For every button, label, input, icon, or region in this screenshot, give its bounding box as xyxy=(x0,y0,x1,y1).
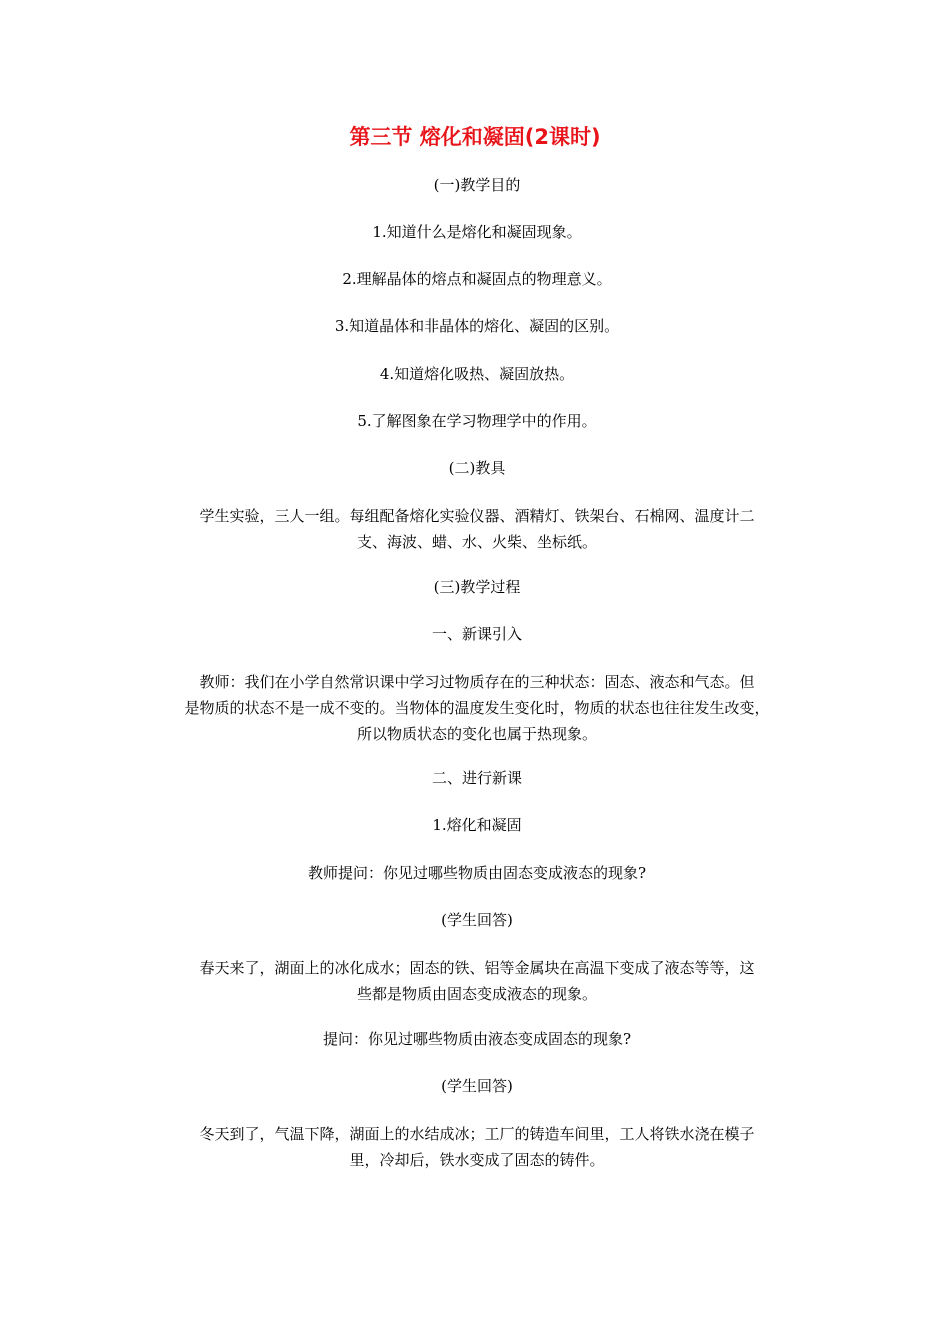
intro-heading: 一、新课引入 xyxy=(431,625,522,643)
student-answer-label-2: (学生回答) xyxy=(441,1077,513,1095)
student-answer-label-1: (学生回答) xyxy=(441,911,513,929)
new-lesson-heading: 二、进行新课 xyxy=(431,769,522,787)
objective-4: 4.知道熔化吸热、凝固放热。 xyxy=(379,365,575,383)
section-heading-objectives: (一)教学目的 xyxy=(433,176,521,194)
section1-heading: 1.熔化和凝固 xyxy=(432,816,522,834)
answer2-line-2: 里，冷却后，铁水变成了固态的铸件。 xyxy=(349,1151,605,1169)
equipment-line-2: 支、海波、蜡、水、火柴、坐标纸。 xyxy=(356,533,597,551)
document-title: 第三节 熔化和凝固(2课时) xyxy=(349,125,601,149)
section-heading-process: (三)教学过程 xyxy=(433,578,521,596)
section-heading-equipment: (二)教具 xyxy=(448,459,506,477)
intro-line-3: 所以物质状态的变化也属于热现象。 xyxy=(356,725,597,743)
objective-2: 2.理解晶体的熔点和凝固点的物理意义。 xyxy=(342,270,612,288)
intro-paragraph xyxy=(150,669,804,747)
answer-paragraph-1 xyxy=(150,955,804,1007)
equipment-line-1: 学生实验，三人一组。每组配备熔化实验仪器、酒精灯、铁架台、石棉网、温度计二 xyxy=(199,507,755,525)
teacher-question-2: 提问：你见过哪些物质由液态变成固态的现象? xyxy=(322,1030,632,1048)
answer1-line-1: 春天来了，湖面上的冰化成水；固态的铁、铝等金属块在高温下变成了液态等等，这 xyxy=(199,959,755,977)
equipment-paragraph xyxy=(150,503,804,555)
intro-line-1: 教师：我们在小学自然常识课中学习过物质存在的三种状态：固态、液态和气态。但 xyxy=(199,673,755,691)
answer1-line-2: 些都是物质由固态变成液态的现象。 xyxy=(356,985,597,1003)
teacher-question-1: 教师提问：你见过哪些物质由固态变成液态的现象? xyxy=(307,864,647,882)
intro-line-2: 是物质的状态不是一成不变的。当物体的温度发生变化时，物质的状态也往往发生改变， xyxy=(184,699,770,717)
objective-5: 5.了解图象在学习物理学中的作用。 xyxy=(357,412,597,430)
answer2-line-1: 冬天到了，气温下降，湖面上的水结成冰；工厂的铸造车间里，工人将铁水浇在模子 xyxy=(199,1125,755,1143)
objective-3: 3.知道晶体和非晶体的熔化、凝固的区别。 xyxy=(334,317,620,335)
answer-paragraph-2 xyxy=(150,1121,804,1173)
objective-1: 1.知道什么是熔化和凝固现象。 xyxy=(372,223,582,241)
